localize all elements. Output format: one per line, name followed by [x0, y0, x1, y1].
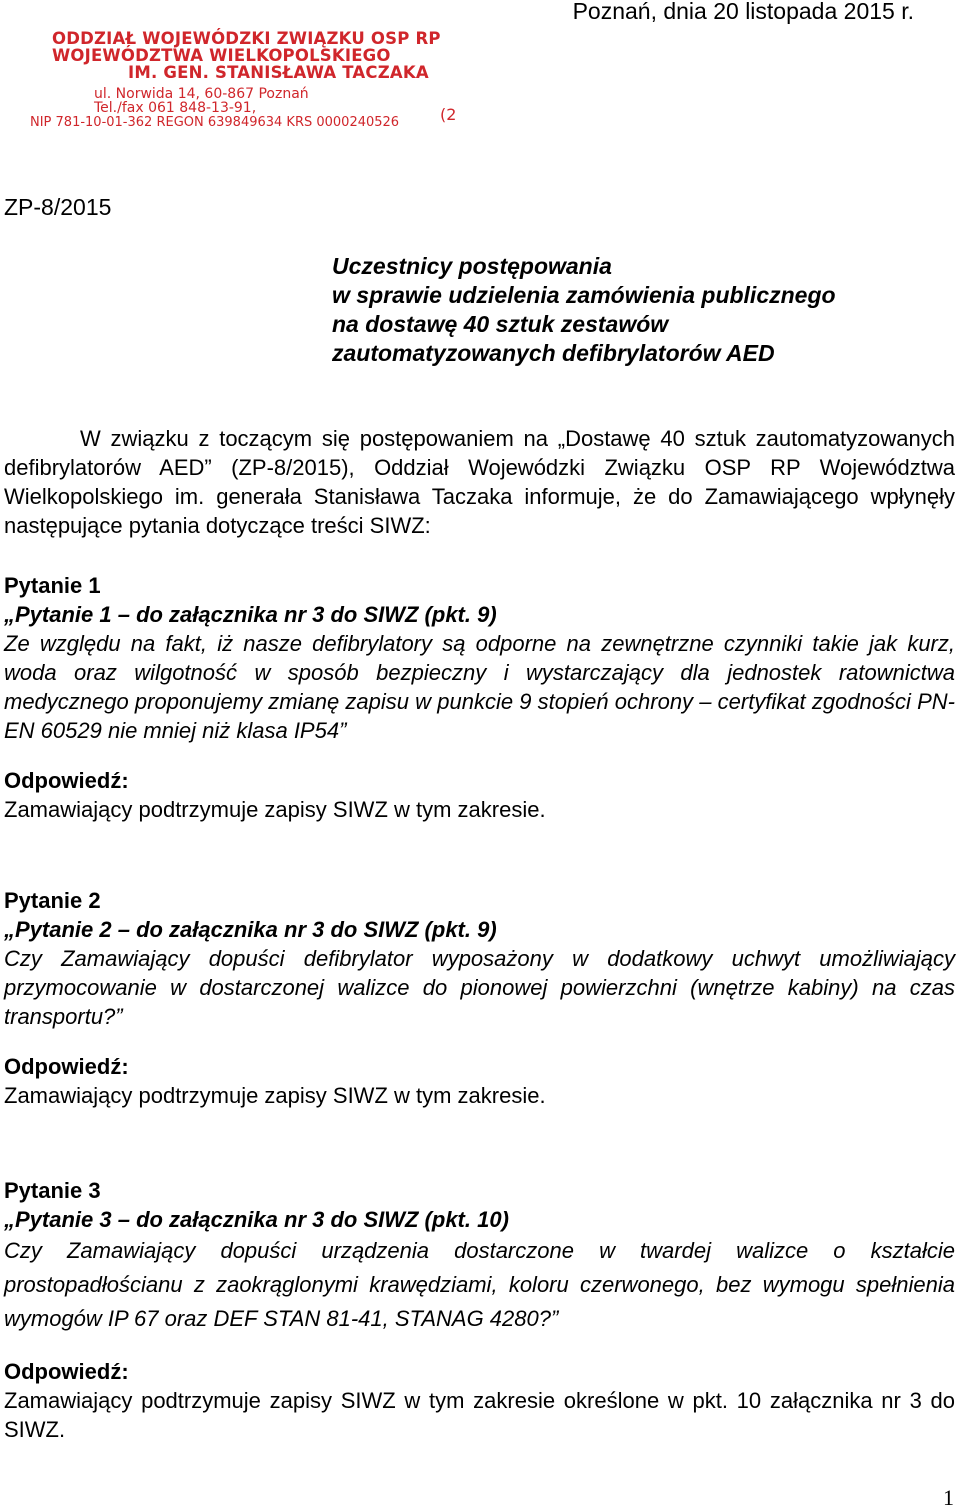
question-title: Pytanie 3 — [4, 1178, 101, 1203]
question-text: Czy Zamawiający dopuści urządzenia dostarczone w twardej walizce o kształcie prostopadłościanu z zaokrąglonymi krawędziami, koloru czerwonego, bez wymogu spełnienia wymogów IP 67 oraz DEF STAN 81-41, STANAG 4280?” — [4, 1238, 955, 1331]
addressee-line-2: w sprawie udzielenia zamówienia publicznego — [332, 282, 836, 308]
answer-heading: Odpowiedź: — [4, 1054, 129, 1079]
question-1 — [4, 571, 955, 824]
intro-paragraph: W związku z toczącym się postępowaniem na „Dostawę 40 sztuk zautomatyzowanych defibrylatorów AED” (ZP-8/2015), Oddział Wojewódzki Związku OSP RP Województwa Wielkopolskiego im. generała Stanisława Taczaka informuje, że do Zamawiającego wpłynęły następujące pytania dotyczące treści SIWZ: — [4, 426, 955, 538]
question-2 — [4, 886, 955, 1110]
reference-number: ZP-8/2015 — [4, 194, 112, 220]
question-subtitle: „Pytanie 2 – do załącznika nr 3 do SIWZ (pkt. 9) — [4, 917, 497, 942]
answer-text: Zamawiający podtrzymuje zapisy SIWZ w tym zakresie. — [4, 1083, 546, 1108]
page-number: 1 — [943, 1485, 954, 1510]
question-text: Ze względu na fakt, iż nasze defibrylatory są odporne na zewnętrzne czynniki takie jak kurz, woda oraz wilgotność w sposób bezpieczny i wystarczający dla jednostek ratownictwa medycznego proponujemy zmianę zapisu w punkcie 9 stopień ochrony – certyfikat zgodności PN-EN 60529 nie mniej niż klasa IP54” — [4, 631, 955, 743]
stamp-fragment: (2 — [440, 105, 457, 124]
question-text: Czy Zamawiający dopuści defibrylator wyposażony w dodatkowy uchwyt umożliwiający przymocowanie w dostarczonej walizce do pionowej powierzchni (wnętrze kabiny) na czas transportu?” — [4, 946, 955, 1029]
stamp-registry: NIP 781-10-01-362 REGON 639849634 KRS 0000240526 — [30, 114, 400, 130]
question-title: Pytanie 1 — [4, 573, 101, 598]
institution-stamp — [30, 30, 470, 129]
addressee-line-3: na dostawę 40 sztuk zestawów — [332, 311, 669, 337]
stamp-line-3: IM. GEN. STANISŁAWA TACZAKA — [128, 62, 429, 82]
answer-text: Zamawiający podtrzymuje zapisy SIWZ w tym zakresie. — [4, 797, 546, 822]
question-title: Pytanie 2 — [4, 888, 101, 913]
answer-text: Zamawiający podtrzymuje zapisy SIWZ w tym zakresie określone w pkt. 10 załącznika nr 3 do SIWZ. — [4, 1388, 955, 1442]
question-subtitle: „Pytanie 3 – do załącznika nr 3 do SIWZ (pkt. 10) — [4, 1207, 509, 1232]
question-3 — [4, 1176, 955, 1444]
addressee-line-1: Uczestnicy postępowania — [332, 253, 612, 279]
stamp-line-1: ODDZIAŁ WOJEWÓDZKI ZWIĄZKU OSP RP — [52, 29, 441, 48]
addressee-line-4: zautomatyzowanych defibrylatorów AED — [332, 340, 775, 366]
stamp-phone: Tel./fax 061 848-13-91, — [94, 100, 257, 117]
stamp-address: ul. Norwida 14, 60-867 Poznań — [94, 85, 309, 102]
document-date: Poznań, dnia 20 listopada 2015 r. — [572, 0, 914, 24]
stamp-line-2: WOJEWÓDZTWA WIELKOPOLSKIEGO — [52, 45, 391, 65]
question-subtitle: „Pytanie 1 – do załącznika nr 3 do SIWZ (pkt. 9) — [4, 602, 497, 627]
addressee-block — [332, 252, 932, 368]
answer-heading: Odpowiedź: — [4, 768, 129, 793]
answer-heading: Odpowiedź: — [4, 1359, 129, 1384]
